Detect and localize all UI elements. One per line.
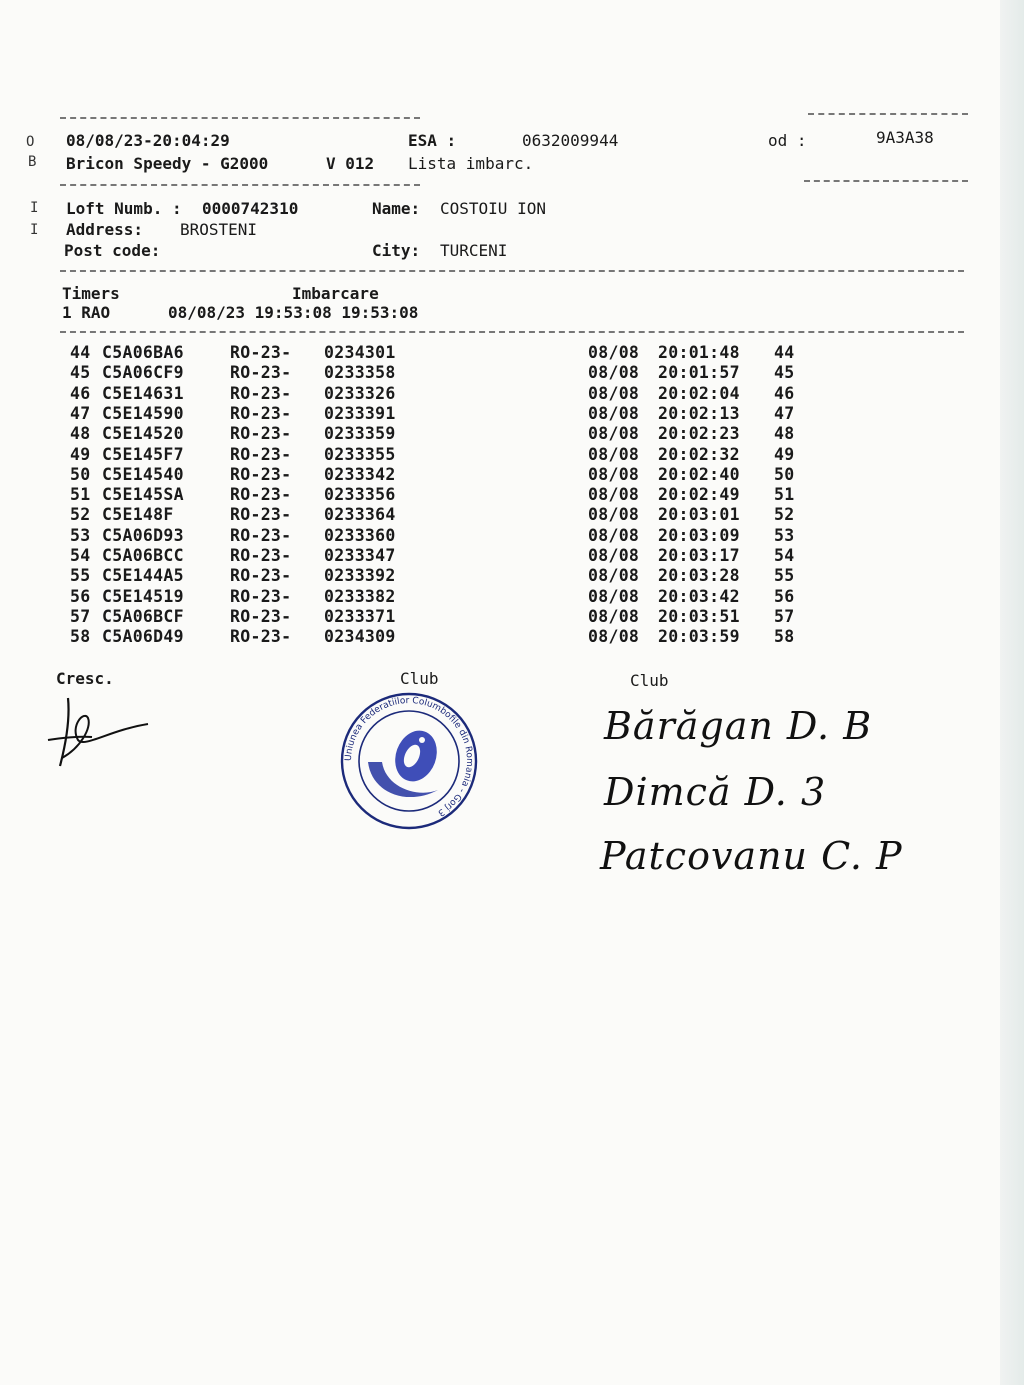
bird-chip-id: C5A06D49 [102,627,184,647]
bird-date: 08/08 [588,546,640,565]
page-edge [1000,0,1024,1385]
bird-position: 54 [774,546,795,565]
bird-index: 51 [70,485,91,505]
bird-row [70,505,830,525]
bird-time: 20:01:48 [658,343,740,362]
bird-date: 08/08 [588,586,640,606]
separator [804,180,968,182]
bird-date: 08/08 [588,444,640,464]
bird-chip-id: C5E148F [102,505,174,525]
bird-ring-prefix: RO-23- [230,485,292,505]
bird-ring-prefix: RO-23- [230,343,292,362]
separator [808,113,968,115]
bird-index: 46 [70,383,91,403]
bird-chip-id: C5A06D93 [102,525,184,545]
bird-date: 08/08 [588,363,640,383]
bird-ring-prefix: RO-23- [230,444,292,464]
bird-row [70,404,830,424]
bird-row [70,424,830,444]
bird-date: 08/08 [588,606,640,626]
bird-time: 20:03:28 [658,566,740,586]
bird-chip-id: C5E14519 [102,586,184,606]
header-list-title: Lista imbarc. [408,154,534,173]
margin-mark: B [28,154,37,170]
bird-date: 08/08 [588,464,640,484]
bird-ring-number: 0233392 [324,566,396,586]
bird-ring-number: 0234309 [324,627,396,647]
bird-ring-number: 0233382 [324,586,396,606]
bird-ring-prefix: RO-23- [230,586,292,606]
separator [60,270,964,272]
bird-ring-prefix: RO-23- [230,566,292,586]
bird-row [70,363,830,383]
bird-chip-id: C5A06CF9 [102,363,184,383]
separator [60,117,420,119]
bird-position: 51 [774,485,795,505]
bird-row [70,587,830,607]
bird-row [70,384,830,404]
bird-ring-prefix: RO-23- [230,505,292,525]
bird-time: 20:02:49 [658,485,740,505]
bird-row [70,343,830,363]
imbarcare-label: Imbarcare [292,284,379,303]
bird-row [70,485,830,505]
bird-row [70,445,830,465]
bird-index: 44 [70,343,91,362]
bird-index: 57 [70,606,91,626]
bird-date: 08/08 [588,403,640,423]
separator [60,184,420,186]
header-cod-label: od : [768,131,807,150]
bird-time: 20:01:57 [658,363,740,383]
bird-chip-id: C5E14540 [102,464,184,484]
breeder-signature [40,688,160,770]
loft-number-label: Loft Numb. : [66,199,182,218]
timer-row: 1 RAO 08/08/23 19:53:08 19:53:08 [62,303,419,322]
bird-time: 20:02:32 [658,444,740,464]
bird-chip-id: C5E14520 [102,424,184,444]
handwritten-name: Dimcă D. 3 [604,770,827,814]
bird-index: 53 [70,525,91,545]
bird-index: 47 [70,403,91,423]
bird-position: 58 [774,627,795,647]
bird-index: 50 [70,464,91,484]
bird-ring-number: 0233371 [324,606,396,626]
bird-ring-number: 0233355 [324,444,396,464]
bird-ring-number: 0233358 [324,363,396,383]
bird-time: 20:02:23 [658,424,740,444]
bird-ring-prefix: RO-23- [230,546,292,565]
bird-index: 52 [70,505,91,525]
bird-ring-prefix: RO-23- [230,525,292,545]
loft-city-value: TURCENI [440,241,508,260]
bird-ring-prefix: RO-23- [230,627,292,647]
bird-position: 47 [774,403,795,423]
bird-ring-number: 0233342 [324,464,396,484]
bird-date: 08/08 [588,627,640,647]
club-label: Club [400,669,439,688]
separator [60,331,964,333]
bird-date: 08/08 [588,424,640,444]
bird-chip-id: C5E144A5 [102,566,184,586]
bird-position: 48 [774,424,795,444]
bird-time: 20:02:40 [658,464,740,484]
handwritten-name: Patcovanu C. P [600,834,903,878]
bird-ring-prefix: RO-23- [230,424,292,444]
bird-date: 08/08 [588,383,640,403]
bird-ring-number: 0233356 [324,485,396,505]
header-esa-label: ESA : [408,131,457,150]
bird-row [70,465,830,485]
bird-index: 56 [70,586,91,606]
bird-row [70,526,830,546]
bird-time: 20:03:42 [658,586,740,606]
header-datetime: 08/08/23-20:04:29 [66,131,230,150]
bird-ring-prefix: RO-23- [230,363,292,383]
bird-ring-prefix: RO-23- [230,606,292,626]
cresc-label: Cresc. [56,669,114,688]
bird-ring-number: 0233326 [324,383,396,403]
bird-ring-prefix: RO-23- [230,403,292,423]
bird-chip-id: C5E145F7 [102,444,184,464]
bird-chip-id: C5A06BCC [102,546,184,565]
club-label: Club [630,671,669,690]
loft-name-label: Name: [372,199,421,218]
bird-index: 49 [70,444,91,464]
header-esa-value: 0632009944 [522,131,619,150]
bird-time: 20:03:59 [658,627,740,647]
bird-position: 50 [774,464,795,484]
bird-ring-prefix: RO-23- [230,383,292,403]
margin-mark: O [26,134,35,150]
bird-index: 55 [70,566,91,586]
bird-date: 08/08 [588,343,640,362]
loft-postcode-label: Post code: [64,241,161,260]
bird-position: 46 [774,383,795,403]
timers-label: Timers [62,284,120,303]
bird-position: 57 [774,606,795,626]
bird-chip-id: C5A06BCF [102,606,184,626]
bird-position: 56 [774,586,795,606]
bird-position: 53 [774,525,795,545]
loft-address-label: Address: [66,220,144,239]
loft-number-value: 0000742310 [202,199,299,218]
loft-address-value: BROSTENI [180,220,258,239]
bird-chip-id: C5A06BA6 [102,343,184,362]
header-device: Bricon Speedy - G2000 [66,154,269,173]
bird-index: 54 [70,546,91,565]
loft-city-label: City: [372,241,421,260]
bird-time: 20:02:04 [658,383,740,403]
bird-ring-prefix: RO-23- [230,464,292,484]
margin-mark: I [30,200,39,216]
bird-time: 20:03:51 [658,606,740,626]
bird-ring-number: 0233347 [324,546,396,565]
margin-mark: I [30,222,39,238]
bird-ring-number: 0233364 [324,505,396,525]
loft-name-value: COSTOIU ION [440,199,546,218]
bird-position: 44 [774,343,795,362]
bird-chip-id: C5E14631 [102,383,184,403]
bird-date: 08/08 [588,566,640,586]
bird-row [70,546,830,566]
bird-time: 20:03:09 [658,525,740,545]
bird-position: 52 [774,505,795,525]
bird-ring-number: 0234301 [324,343,396,362]
bird-position: 55 [774,566,795,586]
bird-row [70,607,830,627]
bird-row [70,566,830,586]
bird-date: 08/08 [588,485,640,505]
bird-time: 20:02:13 [658,403,740,423]
club-stamp [338,690,480,832]
bird-date: 08/08 [588,505,640,525]
bird-time: 20:03:01 [658,505,740,525]
bird-index: 48 [70,424,91,444]
bird-time: 20:03:17 [658,546,740,565]
stamp-text: Uniunea Federatiilor Columbofile din Romania - Gorj 3 [343,695,475,818]
handwritten-name: Bărăgan D. B [604,704,873,748]
bird-ring-number: 0233359 [324,424,396,444]
bird-ring-number: 0233360 [324,525,396,545]
bird-index: 45 [70,363,91,383]
bird-ring-number: 0233391 [324,403,396,423]
bird-index: 58 [70,627,91,647]
bird-row [70,627,830,647]
bird-date: 08/08 [588,525,640,545]
bird-chip-id: C5E14590 [102,403,184,423]
header-cod-value: 9A3A38 [876,128,934,147]
bird-position: 45 [774,363,795,383]
header-version: V 012 [326,154,375,173]
bird-position: 49 [774,444,795,464]
bird-chip-id: C5E145SA [102,485,184,505]
